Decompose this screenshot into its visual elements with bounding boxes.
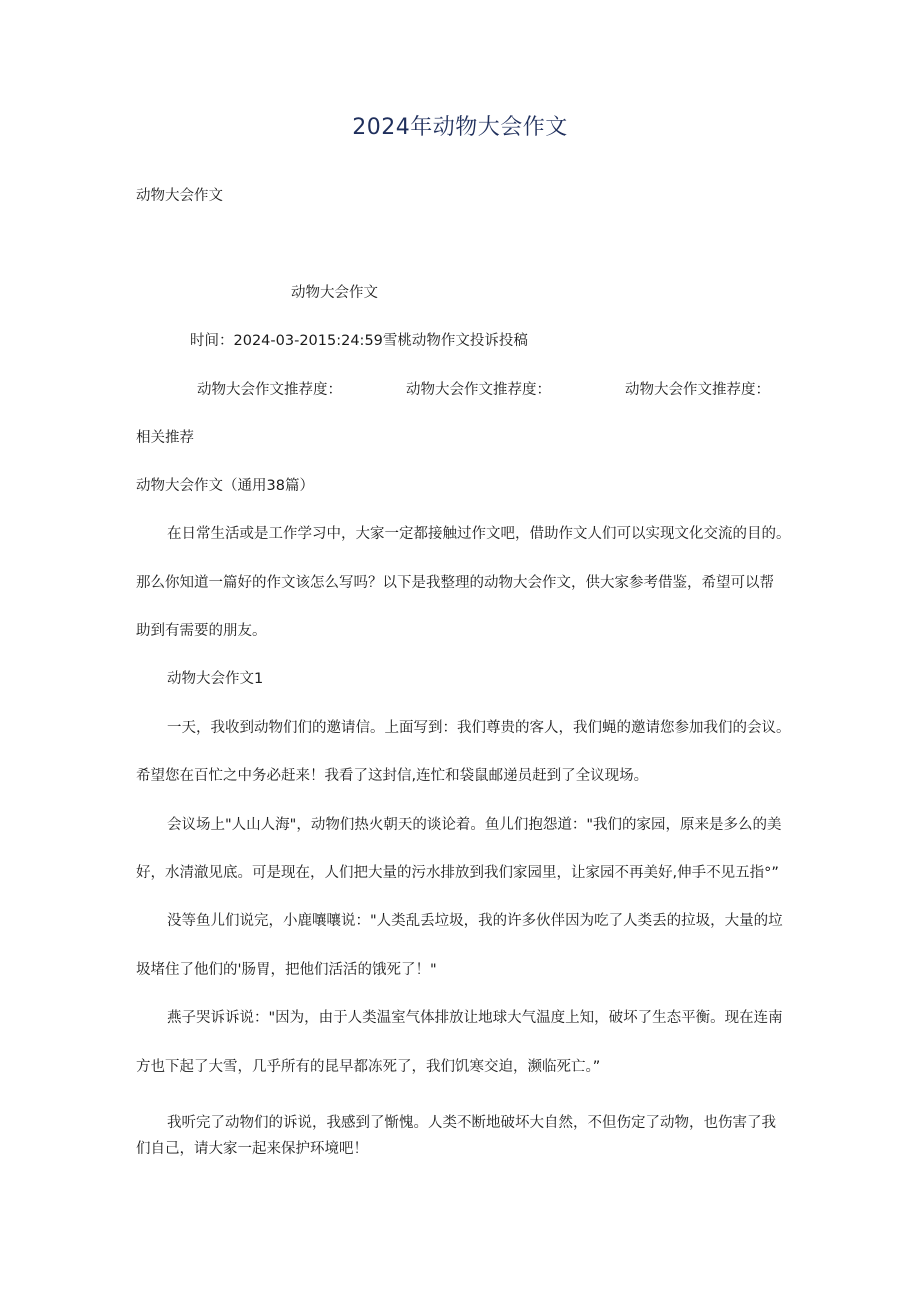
collection-title: 动物大会作文（通用38篇）	[136, 478, 314, 494]
meta-line: 时间：2024-03-2015:24:59雪桃动物作文投诉投稿	[190, 333, 528, 349]
recommend-3: 动物大会作文推荐度：	[625, 382, 770, 398]
center-heading: 动物大会作文	[291, 285, 378, 301]
paragraph-line: 会议场上"人山人海"，动物们热火朝天的谈论着。鱼儿们抱怨道："我们的家园，原来是多么的美	[167, 817, 782, 833]
essay-heading: 动物大会作文1	[167, 671, 264, 687]
intro-line-2: 那么你知道一篇好的作文该怎么写吗？以下是我整理的动物大会作文，供大家参考借鉴，希望可以帮	[136, 575, 774, 591]
intro-line-1: 在日常生活或是工作学习中，大家一定都接触过作文吧，借助作文人们可以实现文化交流的目的。	[167, 526, 791, 542]
recommend-2: 动物大会作文推荐度：	[406, 382, 551, 398]
paragraph-line: 我听完了动物们的诉说，我感到了惭愧。人类不断地破坏大自然，不但伤定了动物，也伤害了我	[167, 1115, 776, 1131]
document-title: 2024年动物大会作文	[352, 115, 568, 140]
subtitle-left: 动物大会作文	[136, 188, 223, 204]
paragraph-line: 们自己，请大家一起来保护环境吧！	[136, 1141, 368, 1157]
recommend-1: 动物大会作文推荐度：	[197, 382, 342, 398]
related-heading: 相关推荐	[136, 430, 194, 446]
paragraph-line: 方也下起了大雪，几乎所有的昆早都冻死了，我们饥寒交迫，濒临死亡。”	[136, 1059, 601, 1075]
paragraph-line: 好，水清澈见底。可是现在，人们把大量的污水排放到我们家园里，让家园不再美好,伸手不见五指°”	[136, 865, 779, 881]
paragraph-line: 一天，我收到动物们们的邀请信。上面写到：我们尊贵的客人，我们蝇的邀请您参加我们的会议。	[167, 720, 791, 736]
intro-line-3: 助到有需要的朋友。	[136, 623, 267, 639]
paragraph-line: 圾堵住了他们的'肠胃，把他们活活的饿死了！"	[136, 962, 437, 978]
paragraph-line: 希望您在百忙之中务必赶来！我看了这封信,连忙和袋鼠邮递员赶到了全议现场。	[136, 768, 649, 784]
paragraph-line: 没等鱼儿们说完，小鹿嚷嚷说："人类乱丢垃圾，我的许多伙伴因为吃了人类丢的拉圾，大量的垃	[167, 913, 783, 929]
paragraph-line: 燕子哭诉诉说："因为，由于人类温室气体排放让地球大气温度上知，破坏了生态平衡。现在连南	[167, 1010, 783, 1026]
